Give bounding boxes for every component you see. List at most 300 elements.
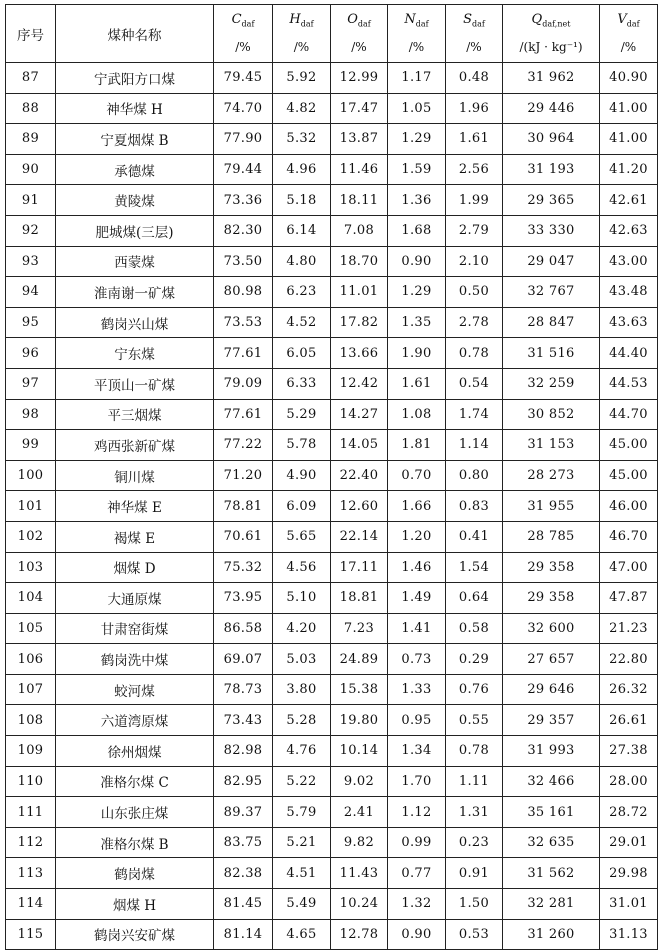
column-symbol-letter: S [463,12,473,28]
value-cell: 32 600 [503,613,600,644]
value-cell: 17.11 [331,552,388,583]
value-cell: 78.81 [214,491,273,522]
value-cell: 22.14 [331,521,388,552]
value-cell: 1.68 [388,215,446,246]
row-index-cell: 97 [6,368,56,399]
value-cell: 1.29 [388,277,446,308]
value-cell: 7.23 [331,613,388,644]
coal-name-cell: 六道湾原煤 [56,705,214,736]
column-symbol-letter: C [231,12,242,28]
column-symbol [503,11,599,34]
value-cell: 12.99 [331,63,388,94]
value-cell: 42.63 [600,215,658,246]
value-cell: 1.46 [388,552,446,583]
coal-name-cell: 蛟河煤 [56,674,214,705]
value-cell: 7.08 [331,215,388,246]
value-cell: 82.38 [214,858,273,889]
value-cell: 81.45 [214,889,273,920]
value-cell: 45.00 [600,430,658,461]
row-index-cell: 107 [6,674,56,705]
value-cell: 44.40 [600,338,658,369]
coal-name-cell: 肥城煤(三层) [56,215,214,246]
coal-name-cell: 神华煤 H [56,93,214,124]
value-cell: 17.47 [331,93,388,124]
value-cell: 44.70 [600,399,658,430]
value-cell: 4.76 [273,736,331,767]
table-row [6,491,658,522]
value-cell: 41.00 [600,93,658,124]
value-cell: 31.13 [600,919,658,950]
value-cell: 1.36 [388,185,446,216]
value-cell: 31 516 [503,338,600,369]
value-cell: 22.40 [331,460,388,491]
value-cell: 83.75 [214,827,273,858]
value-cell: 5.65 [273,521,331,552]
value-cell: 29 646 [503,674,600,705]
value-cell: 35 161 [503,797,600,828]
coal-name-cell: 烟煤 D [56,552,214,583]
value-cell: 5.03 [273,644,331,675]
value-cell: 0.55 [446,705,503,736]
value-cell: 6.14 [273,215,331,246]
value-cell: 32 635 [503,827,600,858]
value-cell: 22.80 [600,644,658,675]
table-row [6,674,658,705]
value-cell: 30 964 [503,124,600,155]
value-cell: 77.61 [214,399,273,430]
column-header-7 [503,5,600,63]
value-cell: 31 153 [503,430,600,461]
value-cell: 40.90 [600,63,658,94]
table-row [6,307,658,338]
value-cell: 4.96 [273,154,331,185]
value-cell: 71.20 [214,460,273,491]
value-cell: 5.32 [273,124,331,155]
value-cell: 6.05 [273,338,331,369]
value-cell: 11.43 [331,858,388,889]
value-cell: 46.00 [600,491,658,522]
value-cell: 47.87 [600,583,658,614]
coal-name-cell: 褐煤 E [56,521,214,552]
column-symbol-letter: N [404,12,416,28]
value-cell: 1.50 [446,889,503,920]
value-cell: 1.08 [388,399,446,430]
table-row [6,613,658,644]
value-cell: 2.10 [446,246,503,277]
value-cell: 73.95 [214,583,273,614]
value-cell: 4.82 [273,93,331,124]
value-cell: 4.20 [273,613,331,644]
value-cell: 5.92 [273,63,331,94]
coal-name-cell: 淮南谢一矿煤 [56,277,214,308]
value-cell: 31 993 [503,736,600,767]
value-cell: 0.91 [446,858,503,889]
value-cell: 79.09 [214,368,273,399]
value-cell: 1.05 [388,93,446,124]
value-cell: 4.90 [273,460,331,491]
value-cell: 26.32 [600,674,658,705]
column-header-0 [6,5,56,63]
value-cell: 5.10 [273,583,331,614]
value-cell: 31 562 [503,858,600,889]
value-cell: 0.70 [388,460,446,491]
value-cell: 29 446 [503,93,600,124]
value-cell: 77.61 [214,338,273,369]
value-cell: 80.98 [214,277,273,308]
value-cell: 0.64 [446,583,503,614]
value-cell: 18.81 [331,583,388,614]
column-unit: /% [235,39,251,54]
row-index-cell: 94 [6,277,56,308]
coal-name-cell: 甘肃窑街煤 [56,613,214,644]
column-unit: /% [620,39,637,54]
value-cell: 2.56 [446,154,503,185]
value-cell: 26.61 [600,705,658,736]
coal-name-cell: 徐州烟煤 [56,736,214,767]
value-cell: 5.28 [273,705,331,736]
value-cell: 82.30 [214,215,273,246]
value-cell: 2.78 [446,307,503,338]
value-cell: 0.76 [446,674,503,705]
row-index-cell: 90 [6,154,56,185]
value-cell: 12.78 [331,919,388,950]
value-cell: 1.74 [446,399,503,430]
table-row [6,63,658,94]
column-header-6 [446,5,503,63]
column-symbol-subscript: daf [472,19,485,29]
value-cell: 31.01 [600,889,658,920]
table-row [6,430,658,461]
table-row [6,858,658,889]
column-symbol [446,11,502,34]
value-cell: 15.38 [331,674,388,705]
value-cell: 32 466 [503,766,600,797]
value-cell: 1.17 [388,63,446,94]
value-cell: 1.96 [446,93,503,124]
value-cell: 14.27 [331,399,388,430]
value-cell: 46.70 [600,521,658,552]
value-cell: 79.44 [214,154,273,185]
row-index-cell: 92 [6,215,56,246]
value-cell: 12.60 [331,491,388,522]
value-cell: 0.95 [388,705,446,736]
value-cell: 73.50 [214,246,273,277]
value-cell: 0.90 [388,246,446,277]
value-cell: 0.58 [446,613,503,644]
value-cell: 1.20 [388,521,446,552]
row-index-cell: 91 [6,185,56,216]
value-cell: 43.00 [600,246,658,277]
coal-name-cell: 烟煤 H [56,889,214,920]
value-cell: 73.36 [214,185,273,216]
value-cell: 0.73 [388,644,446,675]
value-cell: 82.98 [214,736,273,767]
value-cell: 1.14 [446,430,503,461]
value-cell: 10.24 [331,889,388,920]
coal-name-cell: 山东张庄煤 [56,797,214,828]
value-cell: 0.53 [446,919,503,950]
value-cell: 4.65 [273,919,331,950]
row-index-cell: 96 [6,338,56,369]
value-cell: 1.31 [446,797,503,828]
column-symbol-subscript: daf [357,19,371,29]
value-cell: 1.59 [388,154,446,185]
column-symbol [273,11,330,34]
value-cell: 1.66 [388,491,446,522]
value-cell: 5.29 [273,399,331,430]
value-cell: 32 767 [503,277,600,308]
value-cell: 4.51 [273,858,331,889]
value-cell: 28.72 [600,797,658,828]
table-header [6,5,658,63]
row-index-cell: 101 [6,491,56,522]
value-cell: 70.61 [214,521,273,552]
column-symbol [600,11,657,34]
row-index-cell: 98 [6,399,56,430]
value-cell: 5.18 [273,185,331,216]
value-cell: 81.14 [214,919,273,950]
value-cell: 31 962 [503,63,600,94]
value-cell: 1.32 [388,889,446,920]
value-cell: 29.01 [600,827,658,858]
coal-name-cell: 准格尔煤 B [56,827,214,858]
value-cell: 0.80 [446,460,503,491]
column-symbol-subscript: daf [300,19,314,29]
row-index-cell: 115 [6,919,56,950]
table-row [6,521,658,552]
table-row [6,583,658,614]
coal-name-cell: 承德煤 [56,154,214,185]
value-cell: 12.42 [331,368,388,399]
value-cell: 0.41 [446,521,503,552]
column-symbol [388,11,445,34]
column-unit: /% [466,39,482,54]
row-index-cell: 109 [6,736,56,767]
table-row [6,277,658,308]
row-index-cell: 114 [6,889,56,920]
value-cell: 1.11 [446,766,503,797]
value-cell: 5.78 [273,430,331,461]
column-header-8 [600,5,658,63]
coal-name-cell: 宁武阳方口煤 [56,63,214,94]
value-cell: 32 281 [503,889,600,920]
value-cell: 1.54 [446,552,503,583]
value-cell: 47.00 [600,552,658,583]
value-cell: 11.46 [331,154,388,185]
value-cell: 89.37 [214,797,273,828]
row-index-cell: 99 [6,430,56,461]
column-header-5 [388,5,446,63]
row-index-cell: 104 [6,583,56,614]
value-cell: 75.32 [214,552,273,583]
value-cell: 0.78 [446,338,503,369]
value-cell: 43.63 [600,307,658,338]
coal-name-cell: 鹤岗煤 [56,858,214,889]
value-cell: 2.41 [331,797,388,828]
value-cell: 1.49 [388,583,446,614]
value-cell: 29 047 [503,246,600,277]
column-header-2 [214,5,273,63]
value-cell: 42.61 [600,185,658,216]
table-row [6,246,658,277]
table-row [6,766,658,797]
value-cell: 32 259 [503,368,600,399]
value-cell: 0.48 [446,63,503,94]
value-cell: 1.70 [388,766,446,797]
value-cell: 74.70 [214,93,273,124]
value-cell: 13.87 [331,124,388,155]
column-symbol-letter: V [617,12,627,28]
column-unit: /% [351,39,367,54]
value-cell: 31 955 [503,491,600,522]
column-unit: /(kJ · kg⁻¹) [519,39,583,54]
row-index-cell: 89 [6,124,56,155]
value-cell: 27 657 [503,644,600,675]
value-cell: 29 358 [503,583,600,614]
table-row [6,644,658,675]
value-cell: 9.02 [331,766,388,797]
value-cell: 73.43 [214,705,273,736]
header-row [6,5,658,63]
row-index-cell: 103 [6,552,56,583]
row-index-cell: 95 [6,307,56,338]
value-cell: 1.99 [446,185,503,216]
coal-name-cell: 鹤岗洗中煤 [56,644,214,675]
value-cell: 44.53 [600,368,658,399]
coal-name-cell: 西蒙煤 [56,246,214,277]
coal-name-cell: 准格尔煤 C [56,766,214,797]
table-row [6,338,658,369]
row-index-cell: 102 [6,521,56,552]
column-symbol [331,11,387,34]
table-row [6,154,658,185]
table-row [6,368,658,399]
value-cell: 33 330 [503,215,600,246]
value-cell: 1.33 [388,674,446,705]
value-cell: 1.12 [388,797,446,828]
value-cell: 0.77 [388,858,446,889]
row-index-cell: 87 [6,63,56,94]
value-cell: 4.52 [273,307,331,338]
value-cell: 77.90 [214,124,273,155]
table-row [6,797,658,828]
value-cell: 4.80 [273,246,331,277]
value-cell: 28 785 [503,521,600,552]
coal-name-cell: 铜川煤 [56,460,214,491]
row-index-cell: 113 [6,858,56,889]
column-header-1 [56,5,214,63]
row-index-cell: 106 [6,644,56,675]
value-cell: 29 365 [503,185,600,216]
table-row [6,399,658,430]
coal-name-cell: 平顶山一矿煤 [56,368,214,399]
value-cell: 5.49 [273,889,331,920]
coal-name-cell: 鸡西张新矿煤 [56,430,214,461]
value-cell: 43.48 [600,277,658,308]
value-cell: 45.00 [600,460,658,491]
value-cell: 69.07 [214,644,273,675]
column-unit: /% [408,39,425,54]
value-cell: 29 357 [503,705,600,736]
value-cell: 73.53 [214,307,273,338]
value-cell: 29.98 [600,858,658,889]
coal-name-cell: 平三烟煤 [56,399,214,430]
value-cell: 6.33 [273,368,331,399]
coal-name-cell: 宁夏烟煤 B [56,124,214,155]
value-cell: 0.54 [446,368,503,399]
value-cell: 5.22 [273,766,331,797]
column-symbol-subscript: daf [626,19,640,29]
coal-properties-table [5,4,658,950]
value-cell: 1.81 [388,430,446,461]
coal-name-cell: 神华煤 E [56,491,214,522]
value-cell: 2.79 [446,215,503,246]
value-cell: 17.82 [331,307,388,338]
column-symbol [214,11,272,34]
value-cell: 18.11 [331,185,388,216]
value-cell: 82.95 [214,766,273,797]
table-row [6,460,658,491]
coal-name-cell: 大通原煤 [56,583,214,614]
row-index-cell: 93 [6,246,56,277]
value-cell: 0.99 [388,827,446,858]
value-cell: 28 273 [503,460,600,491]
value-cell: 13.66 [331,338,388,369]
row-index-cell: 110 [6,766,56,797]
column-symbol-subscript: daf,net [542,19,571,29]
value-cell: 77.22 [214,430,273,461]
value-cell: 14.05 [331,430,388,461]
column-symbol-subscript: daf [415,19,429,29]
column-header-3 [273,5,331,63]
value-cell: 21.23 [600,613,658,644]
value-cell: 28 847 [503,307,600,338]
value-cell: 0.29 [446,644,503,675]
column-header-4 [331,5,388,63]
value-cell: 41.00 [600,124,658,155]
value-cell: 1.90 [388,338,446,369]
value-cell: 1.61 [388,368,446,399]
value-cell: 5.21 [273,827,331,858]
value-cell: 86.58 [214,613,273,644]
column-symbol-letter: H [289,12,301,28]
table-body [6,63,658,950]
value-cell: 11.01 [331,277,388,308]
table-row [6,736,658,767]
value-cell: 27.38 [600,736,658,767]
value-cell: 0.78 [446,736,503,767]
value-cell: 6.09 [273,491,331,522]
table-row [6,185,658,216]
column-unit: /% [293,39,310,54]
coal-name-cell: 宁东煤 [56,338,214,369]
table-row [6,552,658,583]
value-cell: 4.56 [273,552,331,583]
column-label: 序号 [17,27,44,44]
table-row [6,889,658,920]
value-cell: 1.34 [388,736,446,767]
value-cell: 24.89 [331,644,388,675]
table-row [6,124,658,155]
value-cell: 0.90 [388,919,446,950]
row-index-cell: 100 [6,460,56,491]
value-cell: 1.35 [388,307,446,338]
value-cell: 79.45 [214,63,273,94]
value-cell: 0.50 [446,277,503,308]
value-cell: 28.00 [600,766,658,797]
row-index-cell: 105 [6,613,56,644]
row-index-cell: 88 [6,93,56,124]
